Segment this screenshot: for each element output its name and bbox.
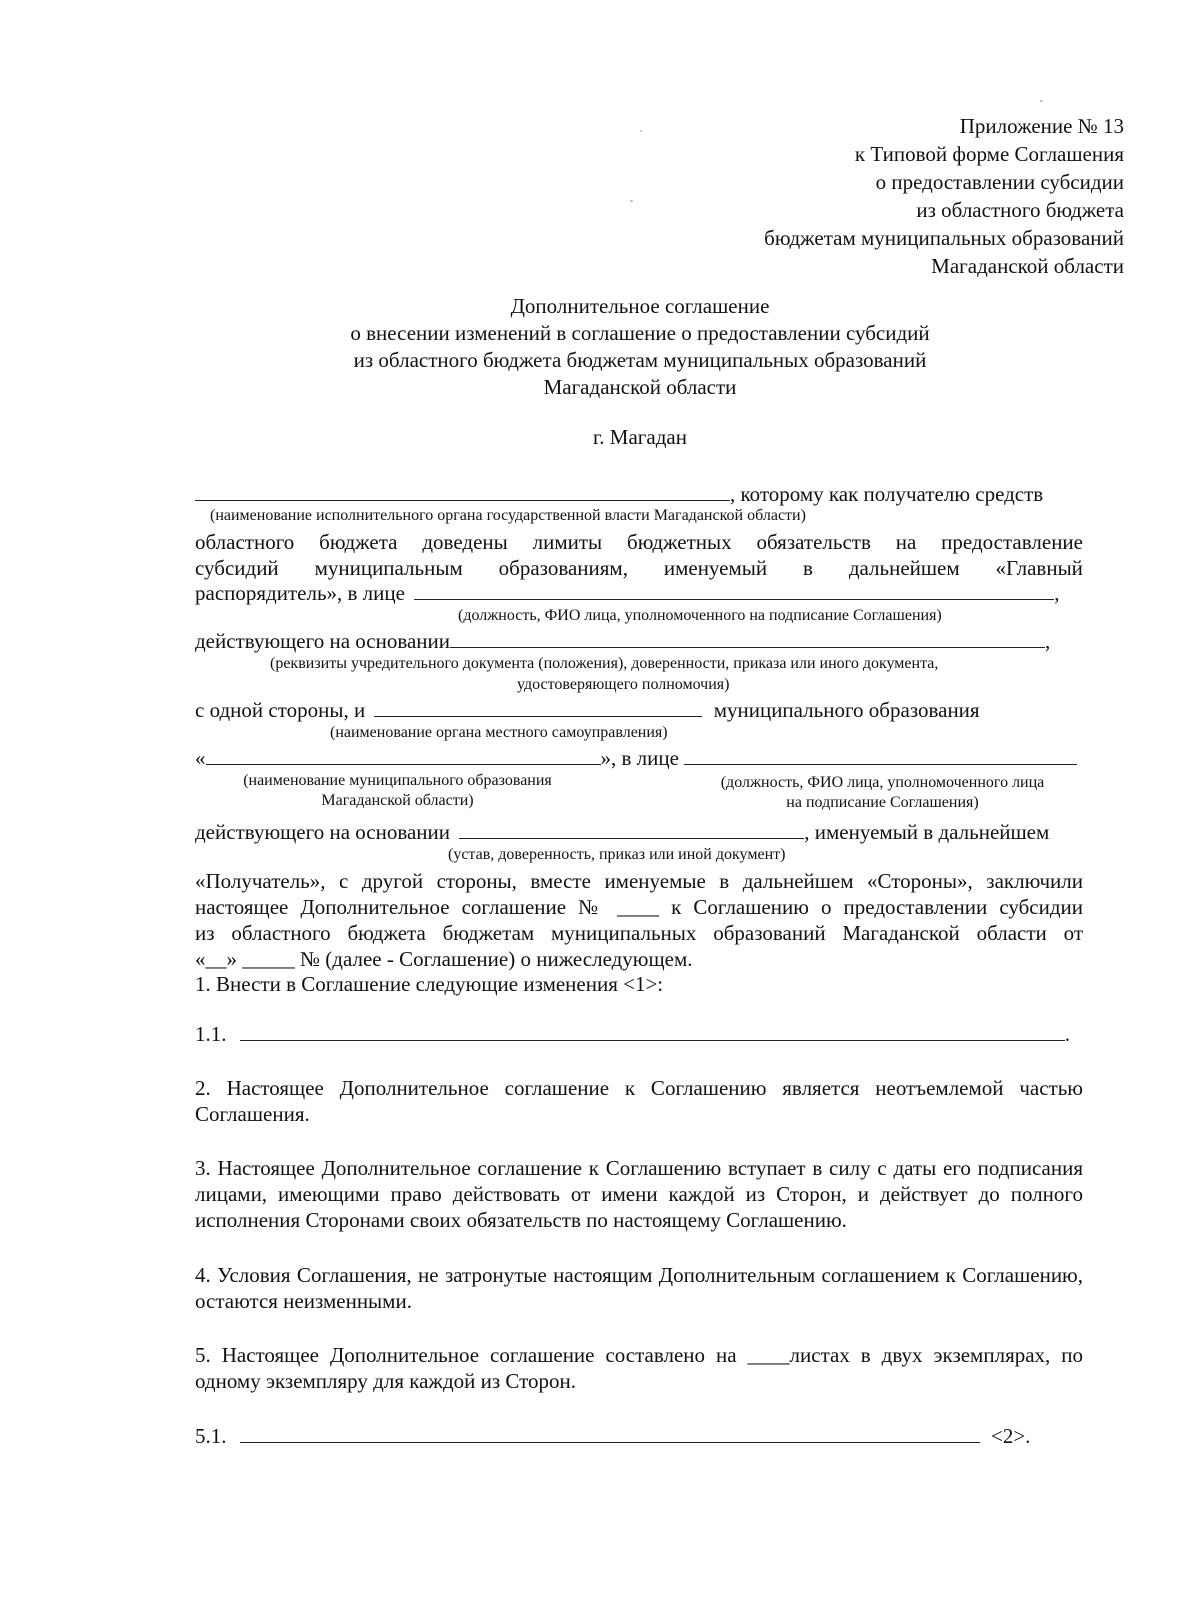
blank-line [240, 1424, 980, 1443]
preamble-line: настоящее Дополнительное соглашение № ____ к Соглашению о предоставлении субсидии [195, 895, 1083, 919]
scan-speck [630, 200, 633, 202]
preamble-justified-line [195, 555, 1083, 581]
preamble-text: действующего на основании [195, 820, 451, 844]
blank-line [374, 698, 702, 717]
note-line: (должность, ФИО лица, уполномоченного лица [720, 774, 1045, 791]
preamble-line: областного бюджета доведены лимиты бюджетных обязательств на предоставление [195, 530, 1083, 554]
blank-line [206, 746, 601, 765]
preamble-line [195, 819, 1049, 845]
item-1-1 [195, 1021, 1070, 1047]
preamble-text: , именуемый в дальнейшем [804, 820, 1050, 844]
scan-speck [640, 130, 642, 132]
note-line: на подписание Соглашения) [786, 794, 979, 811]
item-number: 5.1. [195, 1424, 227, 1448]
blank-line [195, 482, 730, 501]
document-title [195, 293, 1085, 401]
item-4: 4. Условия Соглашения, не затронутые настоящим Дополнительным соглашением к Соглашению, остаются неизменными. [195, 1263, 1083, 1313]
blank-line [450, 629, 1045, 648]
item-2: 2. Настоящее Дополнительное соглашение к Соглашению является неотъемлемой частью Соглашения. [195, 1076, 1083, 1126]
title-line: Магаданской области [543, 375, 737, 399]
preamble-line [195, 745, 1077, 771]
preamble-line [195, 580, 1059, 606]
blank-line [240, 1022, 1065, 1041]
preamble-text: с одной стороны, и [195, 698, 366, 722]
word: именуемый [663, 556, 768, 580]
preamble-text: », в лице [600, 746, 679, 770]
word: дальнейшем [848, 556, 960, 580]
item-5: 5. Настоящее Дополнительное соглашение составлено на ____листах в двух экземплярах, по одному экземпляру для каждой из Сторон. [195, 1343, 1083, 1393]
preamble-line [195, 481, 1043, 507]
preamble-text: , которому как получателю средств [730, 482, 1044, 506]
blank-line [684, 746, 1077, 765]
field-note: (должность, ФИО лица, уполномоченного на подписание Соглашения) [458, 607, 942, 624]
field-note: (устав, доверенность, приказ или иной документ) [448, 846, 786, 863]
title-line: о внесении изменений в соглашение о предоставлении субсидий [350, 321, 930, 345]
period: . [1064, 1022, 1070, 1046]
appendix-line: бюджетам муниципальных образований [764, 226, 1124, 250]
title-line: Дополнительное соглашение [510, 294, 770, 318]
appendix-line: о предоставлении субсидии [875, 170, 1124, 194]
field-note [680, 773, 1085, 813]
preamble-line: «__» _____ № (далее - Соглашение) о нижеследующем. [195, 947, 693, 971]
preamble-line: «Получатель», с другой стороны, вместе именуемые в дальнейшем «Стороны», заключили [195, 869, 1083, 893]
item-number: 1.1. [195, 1022, 227, 1046]
item-1: 1. Внести в Соглашение следующие изменения <1>: [195, 972, 664, 996]
appendix-line: из областного бюджета [916, 198, 1124, 222]
field-note: (наименование исполнительного органа государственной власти Магаданской области) [210, 507, 806, 524]
appendix-block [764, 112, 1124, 280]
field-note [205, 771, 590, 811]
note-line: Магаданской области) [321, 792, 474, 809]
appendix-line: к Типовой форме Соглашения [854, 142, 1124, 166]
scan-speck [1040, 100, 1043, 102]
footnote-ref: <2>. [991, 1424, 1031, 1448]
quote-open: « [195, 746, 206, 770]
preamble-text: действующего на основании [195, 629, 451, 653]
preamble-text: муниципального образования [713, 698, 980, 722]
blank-line [459, 820, 804, 839]
word: субсидий [195, 556, 279, 580]
field-note: удостоверяющего полномочия) [517, 676, 730, 693]
item-3: 3. Настоящее Дополнительное соглашение к Соглашению вступает в силу с даты его подписания лицами, имеющими право действовать от имени каждой из Сторон, и действует до полного исполнения Сторонами своих обязательств по настоящему Соглашению. [195, 1156, 1083, 1232]
comma: , [1045, 629, 1051, 653]
word: «Главный [995, 556, 1083, 580]
preamble-line [195, 628, 1050, 654]
field-note: (наименование органа местного самоуправления) [330, 724, 668, 741]
preamble-line [195, 697, 980, 723]
word: в [803, 556, 813, 580]
word: образованиям, [498, 556, 628, 580]
blank-line [414, 581, 1054, 600]
field-note: (реквизиты учредительного документа (положения), доверенности, приказа или иного документа, [270, 655, 939, 672]
city: г. Магадан [593, 425, 687, 449]
word: муниципальным [314, 556, 463, 580]
preamble-line: из областного бюджета бюджетам муниципальных образований Магаданской области от [195, 921, 1083, 945]
note-line: (наименование муниципального образования [243, 772, 552, 789]
preamble-text: распорядитель», в лице [195, 581, 405, 605]
appendix-number: Приложение № 13 [959, 114, 1124, 138]
title-line: из областного бюджета бюджетам муниципальных образований [353, 348, 927, 372]
appendix-line: Магаданской области [931, 254, 1124, 278]
item-5-1 [195, 1423, 1030, 1449]
comma: , [1054, 581, 1060, 605]
